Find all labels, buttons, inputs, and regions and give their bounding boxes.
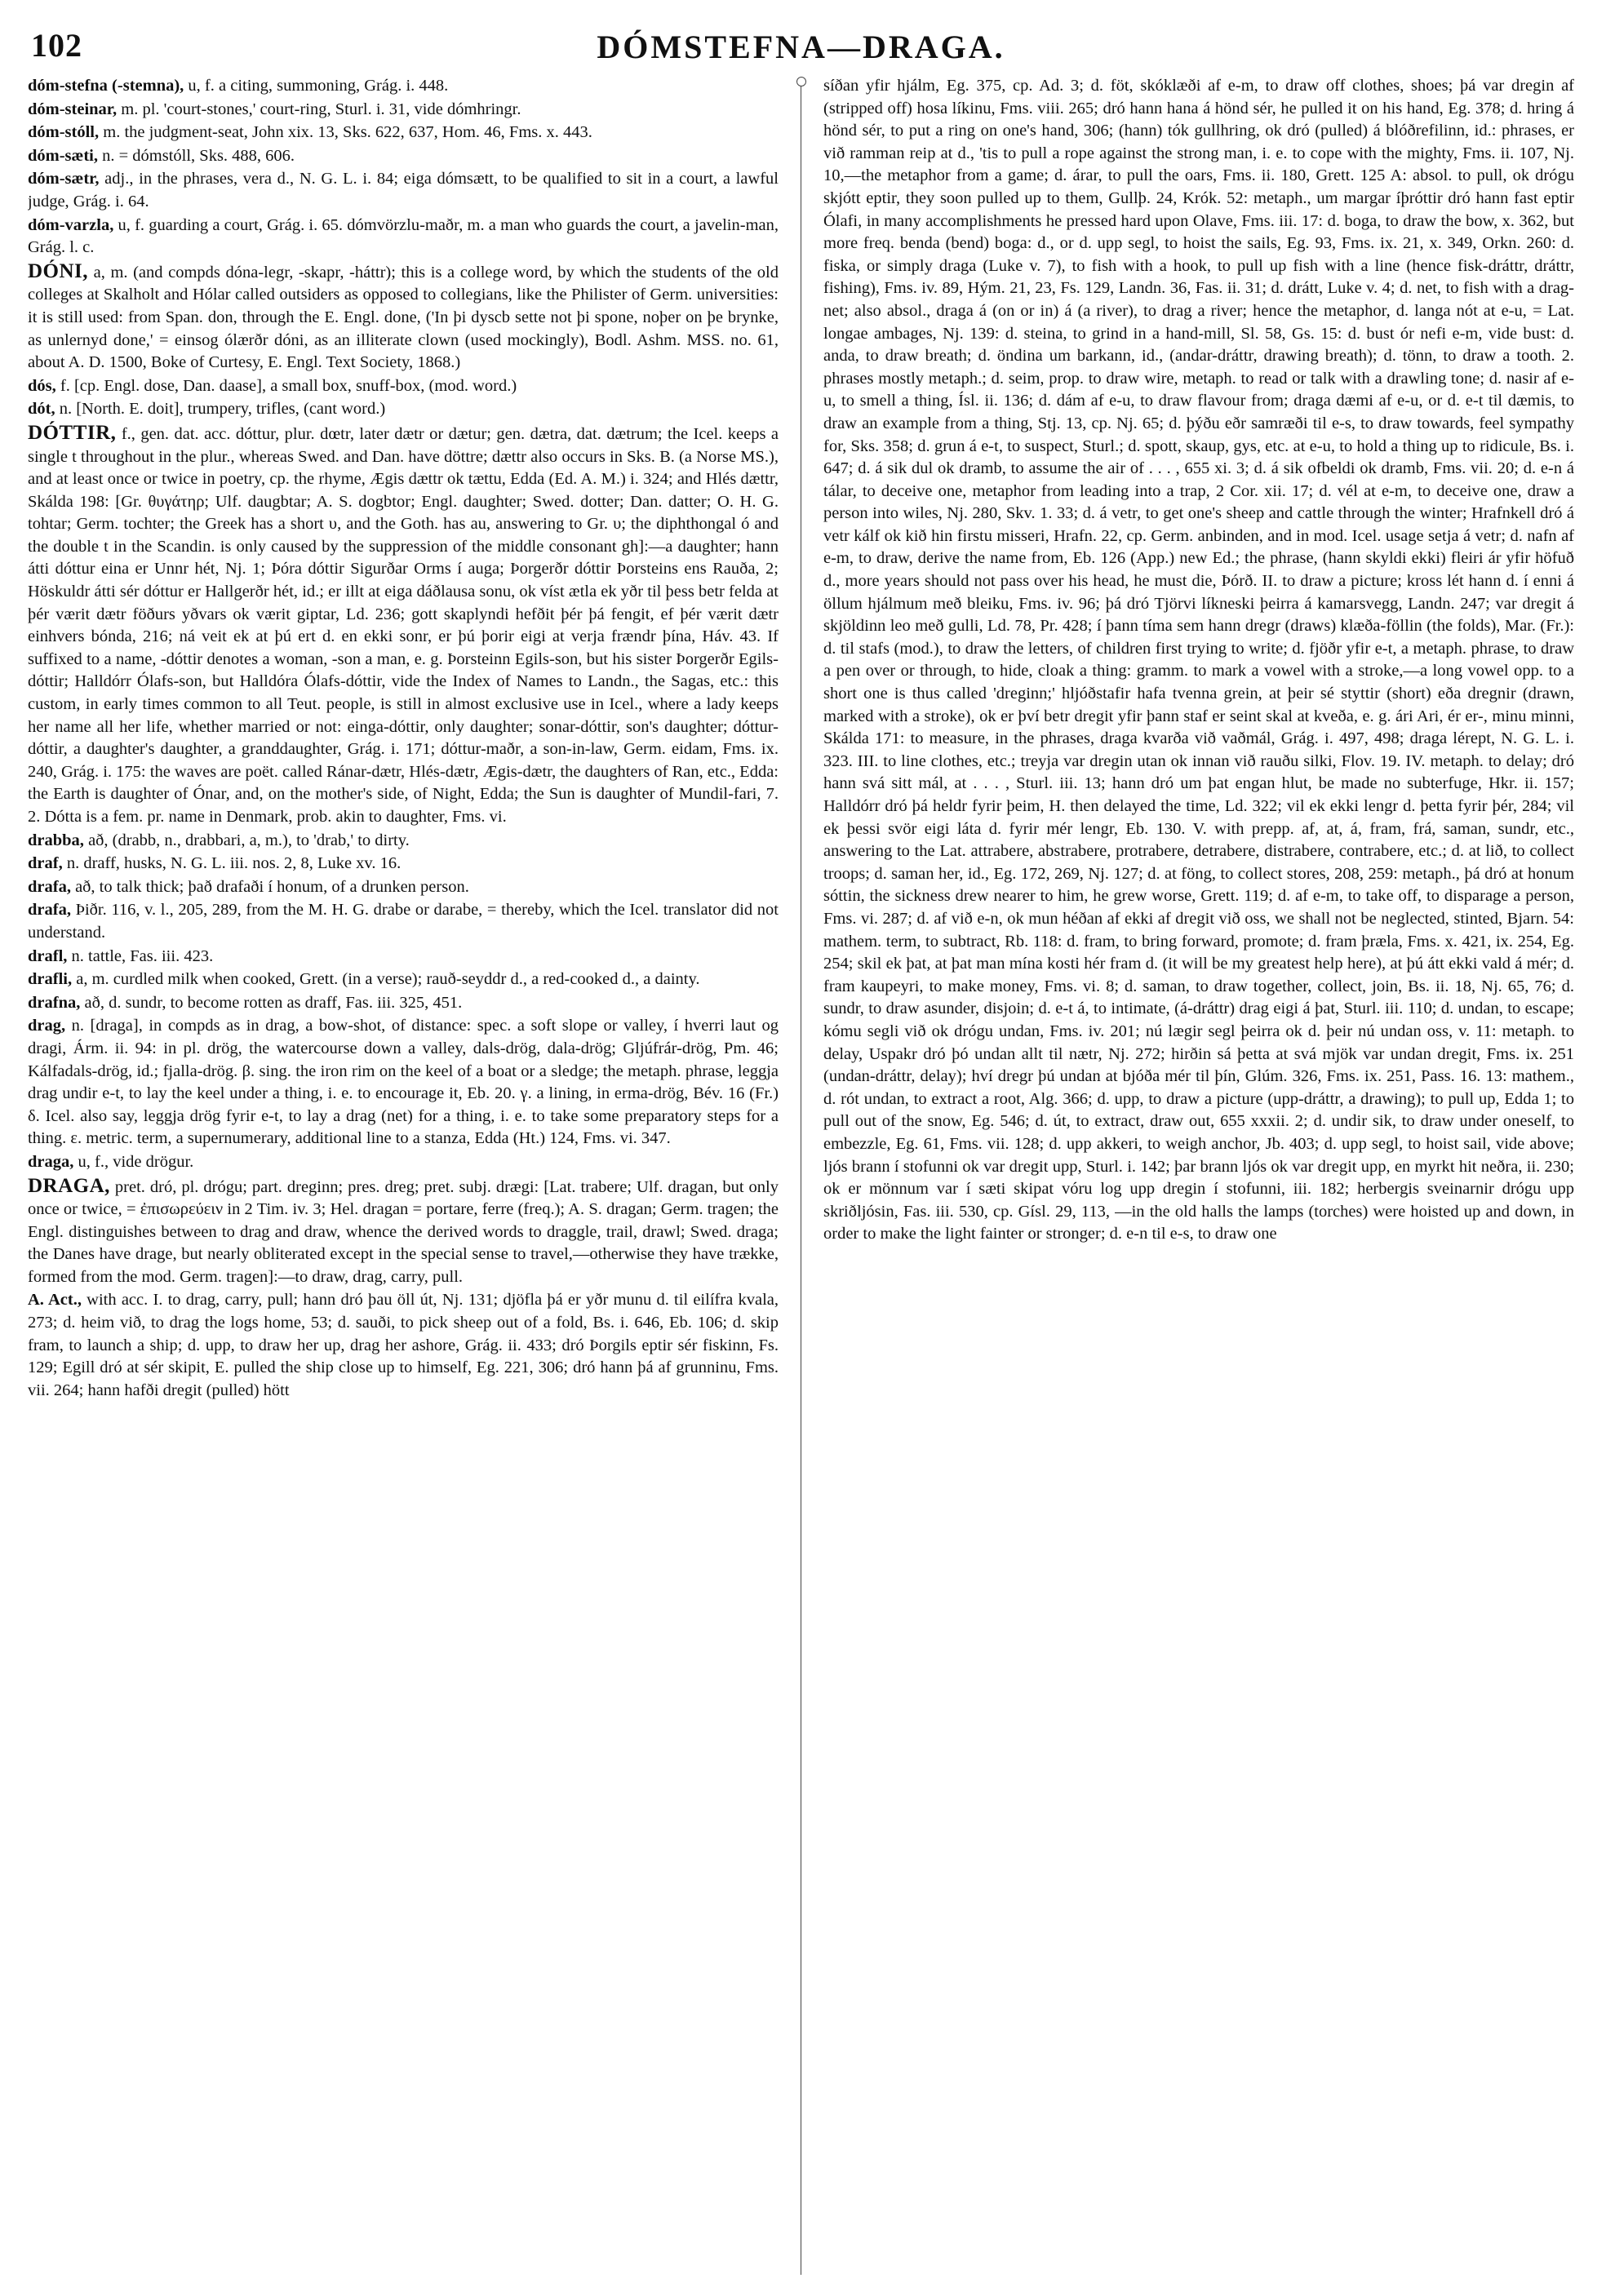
entry-definition: að, d. sundr, to become rotten as draff, Fas. iii. 325, 451. xyxy=(80,993,463,1012)
entry-headword: dóm-steinar, xyxy=(28,100,118,118)
left-column xyxy=(28,75,779,2278)
dictionary-entry xyxy=(28,992,779,1015)
right-column xyxy=(823,75,1574,2278)
entry-headword: drafna, xyxy=(28,993,81,1012)
entry-headword: dós, xyxy=(28,376,56,395)
entry-headword: DRAGA, xyxy=(28,1174,110,1197)
dictionary-entry xyxy=(28,260,779,375)
dictionary-entry xyxy=(823,75,1574,1246)
dictionary-entry xyxy=(28,122,779,144)
dictionary-entry xyxy=(28,375,779,398)
entry-definition: u, f. guarding a court, Grág. i. 65. dómvörzlu-maðr, m. a man who guards the court, a javelin-man, Grág. l. c. xyxy=(28,215,779,257)
entry-definition: n. draff, husks, N. G. L. iii. nos. 2, 8, Luke xv. 16. xyxy=(62,854,402,873)
entry-headword: drafa, xyxy=(28,877,71,896)
dictionary-entry xyxy=(28,1175,779,1289)
dictionary-entry xyxy=(28,168,779,213)
entry-headword: dóm-stefna (-stemna), xyxy=(28,77,184,95)
entry-headword: DÓTTIR, xyxy=(28,421,117,444)
entry-definition: að, to talk thick; það drafaði í honum, of a drunken person. xyxy=(70,877,469,896)
entry-headword: drabba, xyxy=(28,831,84,849)
entry-definition: að, (drabb, n., drabbari, a, m.), to 'drab,' to dirty. xyxy=(83,831,410,849)
entry-definition: n. [North. E. doit], trumpery, trifles, (cant word.) xyxy=(55,400,386,419)
entry-definition: n. tattle, Fas. iii. 423. xyxy=(67,946,214,965)
dictionary-entry xyxy=(28,946,779,968)
entry-definition: f., gen. dat. acc. dóttur, plur. dœtr, later dætr or dætur; gen. dætra, dat. dætrum; the Icel. keeps a single t throughout in the plur., whereas Swed. and Dan. have döttre; dættr also occurs in Sks. B. (a Norse MS.), and at least once or twice in poetry, cp. the rhyme, Ægis dættr ok tættu, Edda (Ed. A. M.) i. 324; and Hlés dættr, Skálda 198: [Gr. θυγάτηρ; Ulf. daugbtar; A. S. dogbtor; Engl. daughter; Swed. dotter; Dan. datter; O. H. G. tohtar; Germ. tochter; the Greek has a short υ, and the Goth. has au, answering to Gr. υ; the diphthongal ó and the double t in the Scandin. is only caused by the suppression of the middle consonant gh]:—a daughter; hann átti dóttur eina er Unnr hét, Nj. 1; Þóra dóttir Sigurðar Orms í auga; Þorgerðr dóttir Þorsteins ens Rauða, 2; Höskuldr átti sér dóttur er Hallgerðr hét, id.; er illt at eiga dáðlausa sonu, ok víst ætla ek yðr til þess betr felda at þér værit dætr föðurs yðvars ok værit giptar, Ld. 236; gott skaplyndi hefðit þér þá fengit, ef þér værit dætr einhvers bónda, 216; ná veit ek at þú ert d. en ekki sonr, er þú þorir eigi at verja frændr þína, Háv. 43. If suffixed to a name, -dóttir denotes a woman, -son a man, e. g. Þorsteinn Egils-son, but his sister Þorgerðr Egils-dóttir; Halldórr Ólafs-son, but Halldóra Ólafs-dóttir, vide the Index of Names to Landn., the Sagas, etc.: this custom, in early times common to all Teut. people, is still in almost exclusive use in Icel., where a lady keeps her name all her life, whether married or not: einga-dóttir, only daughter; sonar-dóttir, son's daughter; dóttur-dóttir, a daughter's daughter, a granddaughter, Grág. i. 171; dóttur-maðr, a son-in-law, Germ. eidam, Fms. ix. 240, Grág. i. 175: the waves are poët. called Ránar-dætr, Hlés-dætr, Ægis-dætr, the daughters of Ran, etc., Edda: the Earth is daughter of Ónar, and, on the mother's side, of Night, Edda; the Sun is daughter of Mundil-fari, 7. 2. Dótta is a fem. pr. name in Denmark, prob. akin to daughter, Fms. vi. xyxy=(28,424,779,826)
entry-definition: u, f. a citing, summoning, Grág. i. 448. xyxy=(184,77,449,95)
entry-headword: dót, xyxy=(28,400,55,419)
entry-definition: m. pl. 'court-stones,' court-ring, Sturl. i. 31, vide dómhringr. xyxy=(117,100,521,118)
entry-headword: dóm-varzla, xyxy=(28,215,114,234)
dictionary-entry xyxy=(28,398,779,421)
entry-headword: dóm-sæti, xyxy=(28,146,98,165)
entry-headword: drag, xyxy=(28,1017,66,1035)
entry-headword: dóm-sætr, xyxy=(28,170,100,188)
dictionary-entry xyxy=(28,215,779,259)
entry-headword: drafli, xyxy=(28,970,73,989)
dictionary-entry xyxy=(28,1289,779,1402)
dictionary-entry xyxy=(28,145,779,168)
dictionary-entry xyxy=(28,99,779,122)
dictionary-entry xyxy=(28,968,779,991)
entry-headword: drafa, xyxy=(28,901,71,920)
entry-definition: a, m. (and compds dóna-legr, -skapr, -háttr); this is a college word, by which the students of the old colleges at Skalholt and Hólar called outsiders as opposed to collegians, like the Philister of Germ. universities: it is still used: from Span. don, through the E. Engl. done, ('In þi dyscb sette not þi spone, noþer on þe brynke, as unlernyd done,' = einsog ólærðr dóni, as an illiterate clown (used mockingly), Bodl. Ashm. MSS. no. 61, about A. D. 1500, Boke of Curtesy, E. Engl. Text Society, 1868.) xyxy=(28,263,779,372)
running-head: DÓMSTEFNA—DRAGA. xyxy=(597,29,1005,65)
entry-definition: m. the judgment-seat, John xix. 13, Sks. 622, 637, Hom. 46, Fms. x. 443. xyxy=(99,123,592,142)
text-columns xyxy=(28,75,1574,2278)
entry-headword: A. Act., xyxy=(28,1291,82,1310)
entry-headword: DÓNI, xyxy=(28,259,89,282)
page-header xyxy=(28,18,1574,69)
entry-headword: draga, xyxy=(28,1152,74,1171)
page-number: 102 xyxy=(31,27,82,64)
entry-definition: u, f., vide drögur. xyxy=(73,1152,194,1171)
dictionary-entry xyxy=(28,830,779,853)
entry-definition: Þiðr. 116, v. l., 205, 289, from the M. H. G. drabe or darabe, = thereby, which the Icel. translator did not understand. xyxy=(28,901,779,942)
entry-definition: adj., in the phrases, vera d., N. G. L. i. 84; eiga dómsætt, to be qualified to sit in a court, a lawful judge, Grág. i. 64. xyxy=(28,170,779,211)
entry-definition: a, m. curdled milk when cooked, Grett. (in a verse); rauð-seyddr d., a red-cooked d., a dainty. xyxy=(72,970,700,989)
entry-definition: n. [draga], in compds as in drag, a bow-shot, of distance: spec. a soft slope or valley, í hverri laut og dragi, Árm. ii. 94: in pl. drög, the watercourse down a valley, dals-drög, dala-drög; Gljúfrár-drög, Pm. 46; Kálfadals-drög, id.; fjalla-drög. β. sing. the iron rim on the keel of a boat or a sledge; the metaph. phrase, leggja drag undir e-t, to lay the keel under a thing, i. e. to encourage it, Eb. 20. γ. a lining, in erma-drög, Bév. 16 (Fr.) δ. Icel. also say, leggja drög fyrir e-t, to lay a drag (net) for a thing, i. e. to take some preparatory steps for a thing. ε. metric. term, a supernumerary, additional line to a stanza, Edda (Ht.) 124, Fms. vi. 347. xyxy=(28,1017,779,1148)
entry-definition: n. = dómstóll, Sks. 488, 606. xyxy=(97,146,295,165)
entry-headword: dóm-stóll, xyxy=(28,123,100,142)
dictionary-entry xyxy=(28,876,779,899)
dictionary-entry xyxy=(28,1151,779,1174)
entry-headword: draf, xyxy=(28,854,63,873)
entry-headword: drafl, xyxy=(28,946,68,965)
entry-definition: f. [cp. Engl. dose, Dan. daase], a small box, snuff-box, (mod. word.) xyxy=(55,376,517,395)
dictionary-entry xyxy=(28,1015,779,1150)
dictionary-entry xyxy=(28,853,779,875)
dictionary-entry xyxy=(28,75,779,98)
entry-definition: pret. dró, pl. drógu; part. dreginn; pres. dreg; pret. subj. drægi: [Lat. trabere; Ulf. dragan, but only once or twice, = ἐπισωρεύειν in 2 Tim. iv. 3; Hel. dragan = portare, ferre (freq.); A. S. dragan; Germ. tragen; the Engl. distinguishes between to drag and draw, whence the derived words to draggle, trail, drawl; Swed. draga; the Danes have drage, but nearly obliterated except in the special sense to travel,—otherwise they have trække, formed from the mod. Germ. tragen]:—to draw, drag, carry, pull. xyxy=(28,1177,779,1286)
entry-definition: síðan yfir hjálm, Eg. 375, cp. Ad. 3; d. föt, skóklæði af e-m, to draw off clothes, shoes; þá var dregin af (stripped off) hosa líkinu, Fms. viii. 265; dró hann hana á hönd sér, he pulled it on his hand, Eg. 378; d. hring á hönd sér, to put a ring on one's hand, 306; (hann) tók gullhring, ok dró (pulled) á blóðrefilinn, id.: phrases, er við ramman reip at d., 'tis to pull a rope against the strong man, i. e. to cope with the mighty, Fms. ii. 107, Nj. 10,—the metaphor from a game; d. árar, to pull the oars, Fms. ii. 180, Grett. 125 A: absol. to pull, ok drógu skjótt eptir, they soon pulled up to them, Gullþ. 24, Krók. 52: metaph., um margar íþróttir dró hann fast eptir Ólafi, in many accomplishments he pressed hard upon Olave, Fms. iii. 17: d. boga, to draw the bow, x. 362, but more freq. benda (bend) boga: d., or d. upp segl, to hoist the sails, Eg. 93, Fms. ix. 21, x. 349, Orkn. 260: d. fiska, or simply draga (Luke v. 7), to fish with a hook, to pull up fish with a line (hence fisk-dráttr, dráttr, fishing), Fms. iv. 89, Hým. 21, 23, Fs. 129, Landn. 36, Fas. ii. 31; d. drátt, Luke v. 4; d. net, to fish with a drag-net; also absol., draga á (on or in) á (a river), to drag a river; hence the metaphor, d. langa nót at e-u, = Lat. longae ambages, Nj. 139: d. steina, to grind in a hand-mill, Sl. 58, Gs. 15: d. bust ór nefi e-m, vide bust: d. anda, to draw breath; d. öndina um barkann, id., (andar-dráttr, drawing breath); d. tönn, to draw a tooth. 2. phrases mostly metaph.; d. seim, prop. to draw wire, metaph. to read or talk with a drawling tone; d. nasir af e-u, to smell a thing, Ísl. ii. 136; d. dám af e-u, to draw flavour from; draga dæmi af e-u, or d. e-t til dæmis, to draw an example from a thing, Stj. 13, cp. Nj. 65; d. þýðu eðr samræði til e-s, to draw towards, feel sympathy for, Sks. 358; d. grun á e-t, to suspect, Sturl.; d. spott, skaup, gys, etc. at e-u, to hold a thing up to ridicule, Bs. i. 647; d. á sik dul ok dramb, to assume the air of . . . , 655 xi. 3; d. á sik ofbeldi ok dramb, Fms. vii. 20; d. e-n á tálar, to deceive one, metaphor from leading into a trap, 2 Cor. xii. 17; d. vél at e-m, to deceive one, draw a person into wiles, Nj. 280, Skv. 1. 33; d. á vetr, to get one's sheep and cattle through the winter; Hrafnkell dró á vetr kálf ok kið hin firstu misseri, Hrafn. 22, cp. Germ. anbinden, and in mod. Icel. usage setja á vetr; d. nafn af e-m, to draw, derive the name from, Eb. 126 (App.) new Ed.; the phrase, (hann skyldi ekki) fleiri ár yfir höfuð d., more years should not pass over his head, he must die, Þórð. II. to draw a picture; kross lét hann d. í enni á öllum hjálmum með bleiku, Fms. iv. 96; þá dró Tjörvi líkneski þeirra á kamarsvegg, Landn. 247; var dregit á skjöldinn leo með gulli, Ld. 78, Pr. 428; í þann tíma sem hann dregr (draws) klæða-föllin (the folds), Mar. (Fr.): d. til stafs (mod.), to draw the letters, of children first trying to write; d. fjöðr yfir e-t, a metaph. phrase, to draw a pen over or through, to hide, cloak a thing: gramm. to mark a vowel with a stroke,—a long vowel opp. to a short one is thus called 'dreginn;' hljóðstafir hafa tvenna grein, at þeir sé styttir (short) eða dregnir (drawn, marked with a stroke), ok er því betr dregit yfir þann staf er seint skal at kveða, e. g. ári Ari, ér er-, minu minni, Skálda 171: to measure, in the phrases, draga kvarða við vaðmál, Grág. i. 497, 498; draga lérept, N. G. L. i. 323. III. to line clothes, etc.; treyja var dregin utan ok innan við rauðu silki, Flov. 19. IV. metaph. to delay; dró hann svá sitt mál, at . . . , Sturl. iii. 13; hann dró um þat engan hlut, be made no subterfuge, Hkr. ii. 157; Halldórr dró þá heldr fyrir þeim, H. then delayed the time, Ld. 322; vil ek ekki lengr d. þetta fyrir þér, 284; vil ek þessi svör eigi láta d. fyrir mér lengr, Eb. 130. V. with prepp. af, at, á, fram, frá, saman, sundr, etc., answering to the Lat. attrabere, abstrabere, protrabere, detrabere, distrabere, contrabere, etc.; d. at lið, to collect troops; d. saman her, id., Eg. 172, 269, Nj. 127; d. at föng, to collect stores, 208, 259: metaph., þá dró at honum sóttin, the sickness drew nearer to him, he grew worse, Grett. 119; d. af e-m, to take off, to disparage a person, Fms. vi. 287; d. af við e-n, ok mun héðan af ekki af dregit við oss, we shall not be neglected, stinted, Bjarn. 54: mathem. term, to subtract, Rb. 118: d. fram, to bring forward, promote; d. fram þræla, Fms. x. 421, ix. 254, Eg. 254; skil ek þat, at þat man mína kosti hér fram d. (it will be my greatest help here), at þú átt ekki vald á mér; d. fram kaupeyri, to make money, Fms. vi. 8; d. saman, to draw together, collect, join, Bs. ii. 18, Nj. 65, 76; d. sundr, to draw asunder, disjoin; d. e-t á, to intimate, (á-dráttr) drag eigi á þat, Sturl. iii. 110; d. undan, to escape; kómu segli við ok drógu undan, Fms. iv. 201; nú lægir segl þeirra ok d. þeir nú undan oss, v. 11: metaph. to delay, Uspakr dró þó undan allt til nætr, Nj. 272; hirðin sá þetta at svá mjök var undan dregit, Fms. ix. 251 (undan-dráttr, delay); hví dregr þú undan at bjóða mér til þín, Glúm. 326, Fms. ix. 251, Pass. 16. 13: mathem., d. rót undan, to extract a root, Alg. 366; d. upp, to draw a picture (upp-dráttr, a drawing); to pull up, Edda 1; to pull out of the snow, Eg. 546; d. út, to extract, draw out, 655 xxxii. 2; d. undir sik, to draw under oneself, to embezzle, Eg. 61, Fms. vii. 128; d. upp akkeri, to weigh anchor, Jb. 403; d. upp segl, to hoist sail, vide above; ljós brann í stofunni ok var dregit upp, Sturl. i. 142; þar brann ljós ok var dregit upp, en myrkt hit neðra, ii. 230; ok er mönnum var í sæti skipat vóru log upp dregin í stofunni, iii. 182; herbergis sveinarnir drógu upp skriðljósin, Fas. iii. 530, cp. Gísl. 29, 113, —in the old halls the lamps (torches) were hoisted up and down, in order to make the light fainter or stronger; d. e-n til e-s, to draw one xyxy=(823,77,1574,1243)
dictionary-entry xyxy=(28,899,779,944)
dictionary-entry xyxy=(28,422,779,829)
entry-definition: with acc. I. to drag, carry, pull; hann dró þau öll út, Nj. 131; djöfla þá er yðr munu d. til eilífra kvala, 273; d. heim við, to drag the logs home, 53; d. sauði, to pick sheep out of a fold, Bs. i. 646, Eb. 106; d. skip fram, to launch a ship; d. upp, to draw her up, drag her ashore, Grág. ii. 433; dró Þorgils eptir sér fiskinn, Fs. 129; Egill dró at sér skipit, E. pulled the ship close up to himself, Eg. 221, 306; dró hann þá af grunninu, Fms. vii. 264; hann hafði dregit (pulled) hött xyxy=(28,1291,779,1399)
